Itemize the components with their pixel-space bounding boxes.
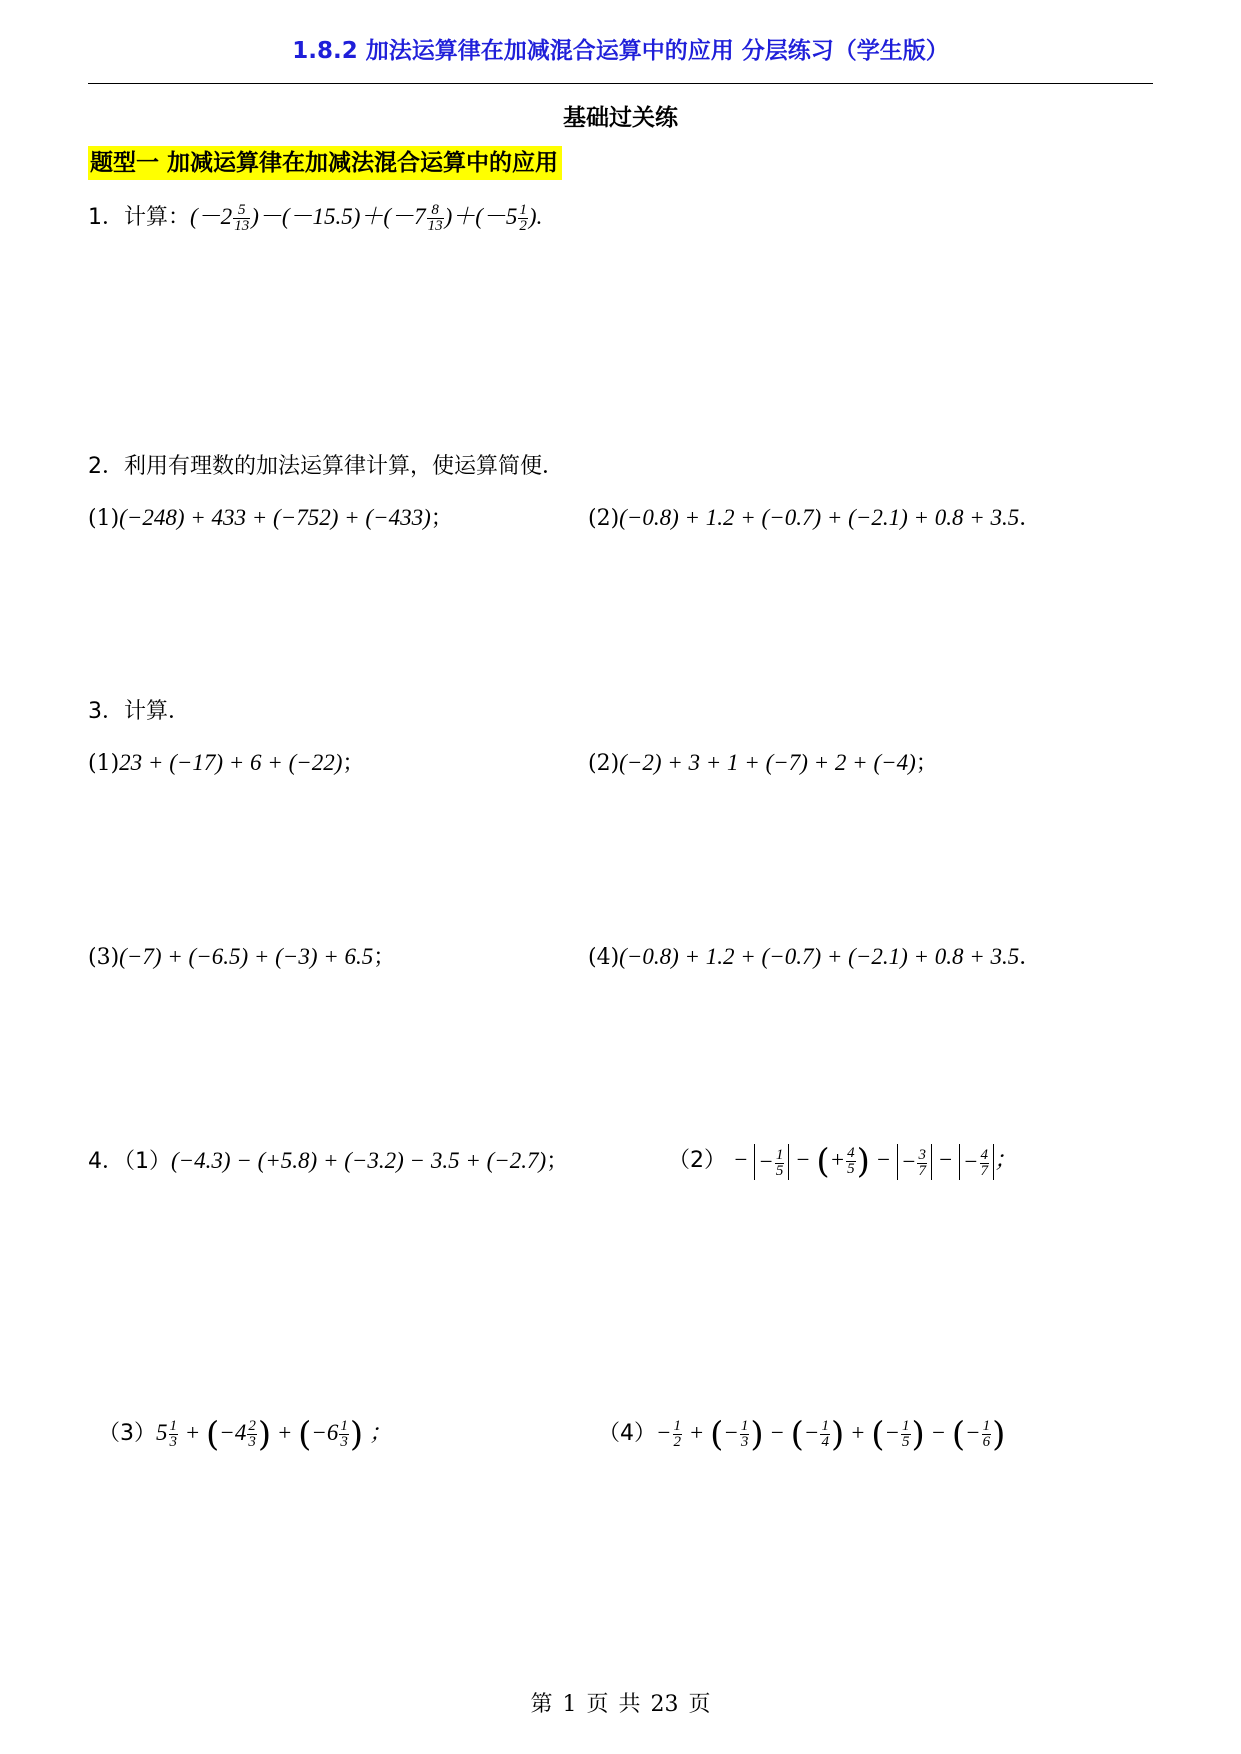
question-2-item-1: (1)(−248) + 433 + (−752) + (−433)； xyxy=(88,505,453,531)
math-expression: (−248) + 433 + (−752) + (−433) xyxy=(119,505,431,530)
question-4-item-1: 4．（1）(−4.3) − (+5.8) + (−3.2) − 3.5 + (−2.7)； xyxy=(88,1148,569,1174)
math-expression: (−7) + (−6.5) + (−3) + 6.5 xyxy=(119,944,374,969)
math-expression: 5 $\frac{1}{3}$ + (−4 $\frac{2}{3}$ ) + (−6 $\frac{1}{3}$ ) ； xyxy=(156,1414,392,1455)
question-prompt: 计算： xyxy=(124,205,191,230)
question-4-item-2: （2） − − $\frac{1}{5}$ − (+ $\frac{4}{5}$ ) − − $\frac{3}{7}$ − − $\frac{4}{7}$ ； xyxy=(668,1141,1018,1182)
question-3-item-4: (4)(−0.8) + 1.2 + (−0.7) + (−2.1) + 0.8 + 3.5． xyxy=(588,944,1042,970)
question-number: 2． xyxy=(88,454,124,479)
question-3-item-3: (3)(−7) + (−6.5) + (−3) + 6.5； xyxy=(88,944,396,970)
question-number: 1． xyxy=(88,205,124,230)
math-expression: 23 + (−17) + 6 + (−22) xyxy=(119,750,343,775)
page-number: 1 xyxy=(562,1692,577,1717)
absolute-value: − $\frac{4}{7}$ xyxy=(959,1144,994,1180)
question-2-item-2: (2)(−0.8) + 1.2 + (−0.7) + (−2.1) + 0.8 + 3.5． xyxy=(588,505,1042,531)
question-number: 4． xyxy=(88,1149,124,1174)
math-expression: (−2) + 3 + 1 + (−7) + 2 + (−4) xyxy=(619,750,916,775)
absolute-value: − $\frac{3}{7}$ xyxy=(897,1144,932,1180)
header-divider xyxy=(88,83,1153,84)
math-expression: (－2 $\frac{5}{13}$ )－(－15.5)＋(－7 $\frac{8}{13}$ )＋(－5 $\frac{1}{2}$ ). xyxy=(190,202,543,235)
absolute-value: − $\frac{1}{5}$ xyxy=(754,1144,789,1180)
question-prompt: 计算． xyxy=(124,699,191,724)
fraction: $\frac{1}{2}$ xyxy=(519,202,527,235)
math-expression: (−0.8) + 1.2 + (−0.7) + (−2.1) + 0.8 + 3.5 xyxy=(619,944,1020,969)
question-prompt: 利用有理数的加法运算律计算，使运算简便． xyxy=(124,454,565,479)
fraction: $\frac{8}{13}$ xyxy=(427,202,443,235)
question-3-item-2: (2)(−2) + 3 + 1 + (−7) + 2 + (−4)； xyxy=(588,750,938,776)
page-total: 23 xyxy=(650,1692,679,1717)
document-header: 1.8.2 加法运算律在加减混合运算中的应用 分层练习（学生版） xyxy=(292,38,949,64)
math-expression: (−4.3) − (+5.8) + (−3.2) − 3.5 + (−2.7) xyxy=(171,1148,547,1173)
question-4-item-3: （3）5 $\frac{1}{3}$ + (−4 $\frac{2}{3}$ ) + (−6 $\frac{1}{3}$ ) ； xyxy=(98,1414,392,1455)
question-2 xyxy=(88,452,564,482)
page-footer: 第 1 页 共 23 页 xyxy=(530,1692,711,1717)
math-expression: − $\frac{1}{2}$ + (− $\frac{1}{3}$ ) − (− $\frac{1}{4}$ ) + (− $\frac{1}{5}$ ) − (− $\frac{1}{6}$ ) xyxy=(656,1414,1006,1455)
question-1 xyxy=(88,202,542,234)
question-3 xyxy=(88,697,190,727)
question-3-item-1: (1)23 + (−17) + 6 + (−22)； xyxy=(88,750,365,776)
math-expression: (−0.8) + 1.2 + (−0.7) + (−2.1) + 0.8 + 3.5 xyxy=(619,505,1020,530)
fraction: $\frac{5}{13}$ xyxy=(234,202,250,235)
section-title: 基础过关练 xyxy=(563,105,678,131)
question-4-item-4: （4）− $\frac{1}{2}$ + (− $\frac{1}{3}$ ) − (− $\frac{1}{4}$ ) + (− $\frac{1}{5}$ ) − (− $\frac{1}{6}$ ) xyxy=(598,1414,1006,1455)
question-type-label: 题型一 加减运算律在加减法混合运算中的应用 xyxy=(88,146,562,180)
math-expression: − − $\frac{1}{5}$ − (+ $\frac{4}{5}$ ) − − $\frac{3}{7}$ − − $\frac{4}{7}$ ； xyxy=(733,1141,1018,1182)
question-number: 3． xyxy=(88,699,124,724)
